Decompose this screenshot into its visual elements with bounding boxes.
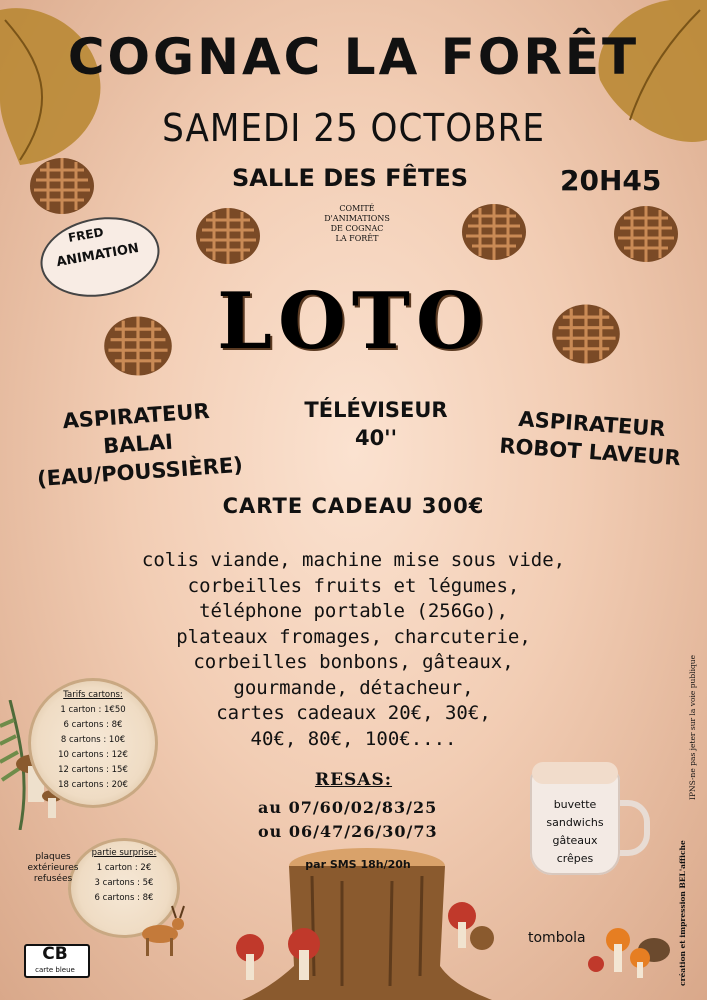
pinecone-3-illustration — [458, 196, 530, 268]
buvette-item: gâteaux — [552, 834, 598, 847]
fred-logo-line1: FRED — [67, 225, 105, 245]
prize-right-line2: ROBOT LAVEUR — [498, 433, 682, 471]
surprise-title: partie surprise: — [91, 848, 157, 858]
tarif-row: 1 carton : 1€50 — [60, 705, 126, 715]
loto-title: LOTO — [217, 276, 490, 367]
event-date: SAMEDI 25 OCTOBRE — [162, 106, 545, 150]
prize-middle-line2: 40'' — [354, 426, 398, 450]
surprise-row: 3 cartons : 5€ — [94, 878, 154, 888]
event-venue: SALLE DES FÊTES — [232, 164, 468, 192]
lots-line: colis viande, machine mise sous vide, — [141, 549, 566, 571]
prize-left-line2: (EAU/POUSSIÈRE) — [36, 452, 244, 492]
pinecone-1-illustration — [26, 150, 98, 222]
cb-logo-text: CB — [42, 944, 68, 964]
gift-card-prize: CARTE CADEAU 300€ — [222, 494, 485, 518]
pinecone-4-illustration — [610, 198, 682, 270]
tarif-row: 8 cartons : 10€ — [60, 735, 126, 745]
buvette-item: crêpes — [556, 852, 594, 865]
plaques-line: extérieures — [27, 863, 79, 873]
lots-line: téléphone portable (256Go), — [199, 600, 508, 622]
hedgehog-mushroom-illustration — [584, 910, 674, 980]
plaques-line: refusées — [33, 874, 73, 884]
comite-line3: DE COGNAC — [330, 224, 384, 233]
lots-line: 40€, 80€, 100€.... — [250, 727, 457, 750]
resas-phone-2: ou 06/47/26/30/73 — [258, 822, 438, 841]
litter-notice: IPNS-ne pas jeter sur la voie publique — [688, 654, 697, 800]
tombola-label: tombola — [528, 930, 586, 946]
pinecone-2-illustration — [192, 200, 264, 272]
cb-logo-label: carte bleue — [35, 966, 75, 974]
tarif-row: 10 cartons : 12€ — [58, 750, 128, 760]
tarif-row: 18 cartons : 20€ — [58, 780, 128, 790]
fred-logo-line2: ANIMATION — [55, 240, 141, 271]
comite-line4: LA FORÊT — [335, 234, 379, 243]
prize-middle — [296, 396, 456, 452]
prize-left — [25, 394, 250, 493]
plaques-line: plaques — [35, 852, 71, 862]
deer-illustration — [130, 900, 190, 960]
prize-right — [494, 403, 687, 472]
lots-line: corbeilles fruits et légumes, — [187, 574, 520, 597]
cup-foam-illustration — [532, 762, 618, 784]
lots-line: corbeilles bonbons, gâteaux, — [193, 651, 514, 673]
print-credit: création et impression BEL'affiche — [678, 840, 687, 986]
sms-hours: par SMS 18h/20h — [305, 858, 411, 871]
prize-right-line1: ASPIRATEUR — [517, 406, 667, 442]
comite-line2: D'ANIMATIONS — [324, 214, 390, 223]
buvette-list — [530, 796, 620, 868]
comite-line1: COMITÉ — [339, 204, 375, 213]
lots-line: gourmande, détacheur, — [233, 676, 474, 699]
tarifs-text — [28, 688, 158, 793]
lots-line: cartes cadeaux 20€, 30€, — [216, 702, 491, 724]
surprise-row: 6 cartons : 8€ — [94, 893, 154, 903]
resas-title: RESAS: — [314, 770, 393, 790]
buvette-item: sandwichs — [546, 816, 604, 829]
comite-logo — [318, 204, 396, 244]
plaques-notice — [18, 852, 88, 885]
buvette-item: buvette — [553, 798, 597, 811]
tarif-row: 12 cartons : 15€ — [58, 765, 128, 775]
prize-middle-line1: TÉLÉVISEUR — [304, 398, 448, 422]
prize-left-line1: ASPIRATEUR BALAI — [61, 398, 211, 459]
surprise-row: 1 carton : 2€ — [96, 863, 152, 873]
event-time: 20H45 — [560, 164, 662, 197]
lots-line: plateaux fromages, charcuterie, — [176, 625, 531, 648]
tarifs-title: Tarifs cartons: — [63, 690, 123, 700]
town-title: COGNAC LA FORÊT — [67, 28, 640, 86]
lots-list — [100, 548, 607, 752]
resas-phone-1: au 07/60/02/83/25 — [258, 798, 438, 817]
tarif-row: 6 cartons : 8€ — [63, 720, 123, 730]
